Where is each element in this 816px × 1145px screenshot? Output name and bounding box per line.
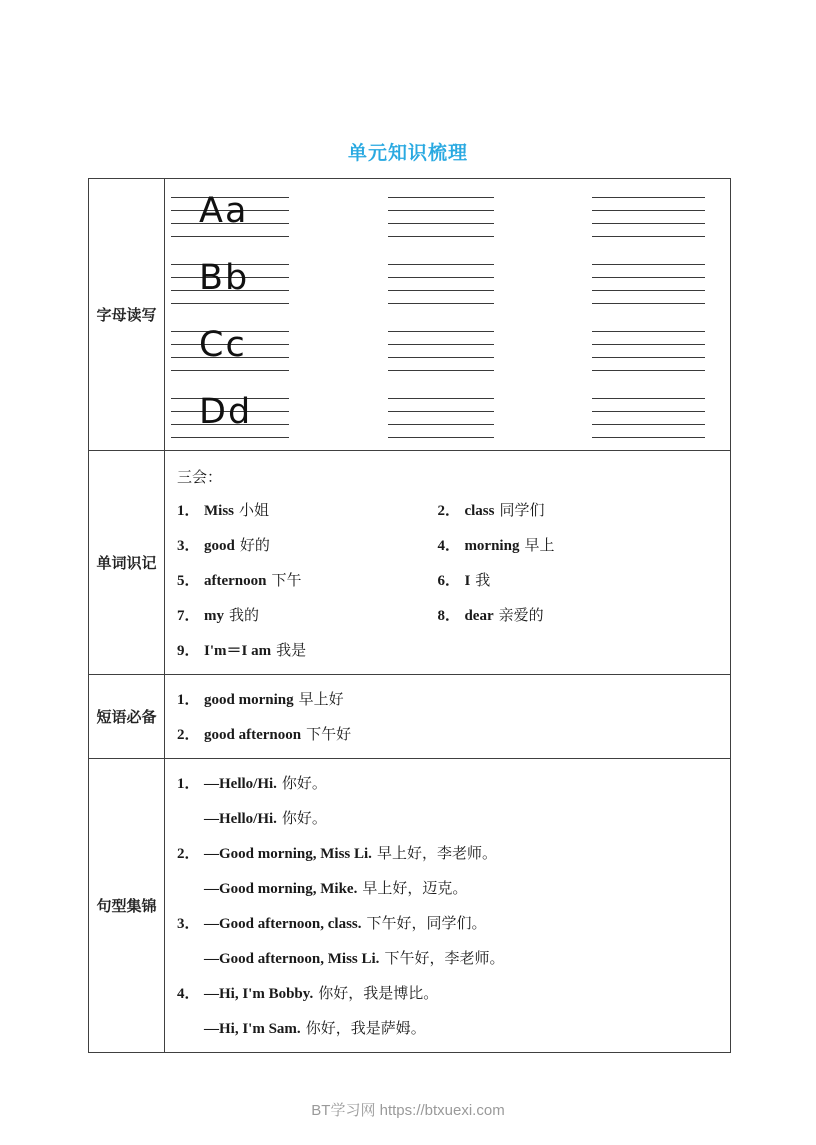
blank-four-line-guide [592, 398, 705, 438]
word-number: 3． [177, 538, 200, 554]
word-english: my [204, 608, 224, 624]
sentence-number: 4． [177, 986, 200, 1002]
sentence-line [177, 1019, 714, 1040]
footer-watermark: BT学习网 https://btxuexi.com [311, 1102, 505, 1119]
sentence-english: —Hello/Hi. [204, 811, 277, 827]
sentence-number: 3． [177, 916, 200, 932]
word-english: afternoon [204, 573, 267, 589]
word-number: 9． [177, 643, 200, 659]
phrase-chinese: 下午好 [306, 727, 352, 743]
word-item [437, 571, 714, 592]
word-number: 4． [437, 538, 460, 554]
blank-four-line-guide [388, 398, 494, 438]
word-number: 2． [437, 503, 460, 519]
word-number: 5． [177, 573, 200, 589]
sentence-line [177, 949, 714, 970]
page-title: 单元知识梳理 [347, 143, 468, 164]
phrase-english: good morning [204, 692, 294, 708]
sentence-line [177, 809, 714, 830]
sentence-line [177, 879, 714, 900]
letter-sample-Dd: Dd [199, 392, 253, 432]
word-chinese: 好的 [239, 538, 270, 554]
word-item [437, 606, 714, 627]
row-phrases [89, 674, 730, 758]
sentence-line [177, 844, 714, 865]
word-list [177, 501, 714, 662]
word-english: I'm＝I am [204, 643, 272, 659]
word-item [177, 641, 437, 662]
word-item [177, 606, 437, 627]
word-english: morning [464, 538, 520, 554]
sentence-english: —Good afternoon, class. [204, 916, 362, 932]
four-line-guide-Cc [171, 325, 289, 371]
sentence-chinese: 你好，我是萨姆。 [305, 1021, 426, 1037]
sentence-chinese: 你好。 [281, 776, 327, 792]
word-english: Miss [204, 503, 234, 519]
row-words [89, 450, 730, 674]
letter-guide-column-1 [171, 191, 289, 438]
phrase-chinese: 早上好 [298, 692, 344, 708]
word-item [437, 501, 714, 522]
word-item [177, 536, 437, 557]
sentence-chinese: 早上好，迈克。 [362, 881, 468, 897]
phrase-english: good afternoon [204, 727, 302, 743]
letter-guide-column-2 [388, 197, 494, 438]
word-chinese: 下午 [271, 573, 302, 589]
four-line-guide-Bb [171, 258, 289, 304]
row-sentences [89, 758, 730, 1052]
sentence-line [177, 774, 714, 795]
word-item [177, 501, 437, 522]
phrase-item [177, 725, 714, 746]
word-number: 6． [437, 573, 460, 589]
sentence-chinese: 你好，我是博比。 [318, 986, 439, 1002]
worksheet-table [88, 178, 731, 1053]
sentence-chinese: 下午好，李老师。 [384, 951, 505, 967]
word-chinese: 早上 [524, 538, 555, 554]
row-letters [89, 179, 730, 450]
letters-content [165, 179, 730, 450]
row-header-letters: 字母读写 [89, 179, 165, 450]
sentence-english: —Hi, I'm Bobby. [204, 986, 314, 1002]
letter-sample-Aa: Aa [199, 191, 249, 231]
word-english: I [464, 573, 471, 589]
letter-sample-Cc: Cc [199, 325, 247, 365]
row-header-sentences: 句型集锦 [89, 759, 165, 1052]
word-item [177, 571, 437, 592]
word-chinese: 我的 [229, 608, 260, 624]
word-chinese: 同学们 [499, 503, 545, 519]
four-line-guide-Dd [171, 392, 289, 438]
blank-four-line-guide [388, 331, 494, 371]
sentence-english: —Good afternoon, Miss Li. [204, 951, 380, 967]
phrase-item [177, 690, 714, 711]
word-item [437, 536, 714, 557]
row-header-phrases: 短语必备 [89, 675, 165, 758]
sentence-number: 2． [177, 846, 200, 862]
word-number: 7． [177, 608, 200, 624]
word-english: dear [464, 608, 494, 624]
sentence-number: 1． [177, 776, 200, 792]
four-line-guide-Aa [171, 191, 289, 237]
letter-guide-column-3 [592, 197, 705, 438]
sentence-chinese: 下午好，同学们。 [366, 916, 487, 932]
sentence-chinese: 你好。 [281, 811, 327, 827]
word-english: class [464, 503, 495, 519]
blank-four-line-guide [388, 264, 494, 304]
sentence-english: —Good morning, Miss Li. [204, 846, 372, 862]
letter-sample-Bb: Bb [199, 258, 250, 298]
word-chinese: 我是 [276, 643, 307, 659]
phrase-number: 2． [177, 727, 200, 743]
blank-four-line-guide [592, 264, 705, 304]
sentence-line [177, 984, 714, 1005]
sentence-line [177, 914, 714, 935]
phrase-number: 1． [177, 692, 200, 708]
word-english: good [204, 538, 235, 554]
sentence-english: —Good morning, Mike. [204, 881, 358, 897]
sentence-english: —Hi, I'm Sam. [204, 1021, 301, 1037]
row-header-words: 单词识记 [89, 451, 165, 674]
sentence-chinese: 早上好，李老师。 [376, 846, 497, 862]
blank-four-line-guide [592, 197, 705, 237]
blank-four-line-guide [592, 331, 705, 371]
sentence-english: —Hello/Hi. [204, 776, 277, 792]
sentences-content [165, 759, 730, 1052]
words-intro: 三会： [177, 470, 223, 486]
word-chinese: 我 [475, 573, 491, 589]
phrases-content [165, 675, 730, 758]
word-number: 8． [437, 608, 460, 624]
blank-four-line-guide [388, 197, 494, 237]
words-content [165, 451, 730, 674]
word-chinese: 小姐 [239, 503, 270, 519]
word-number: 1． [177, 503, 200, 519]
word-chinese: 亲爱的 [498, 608, 544, 624]
